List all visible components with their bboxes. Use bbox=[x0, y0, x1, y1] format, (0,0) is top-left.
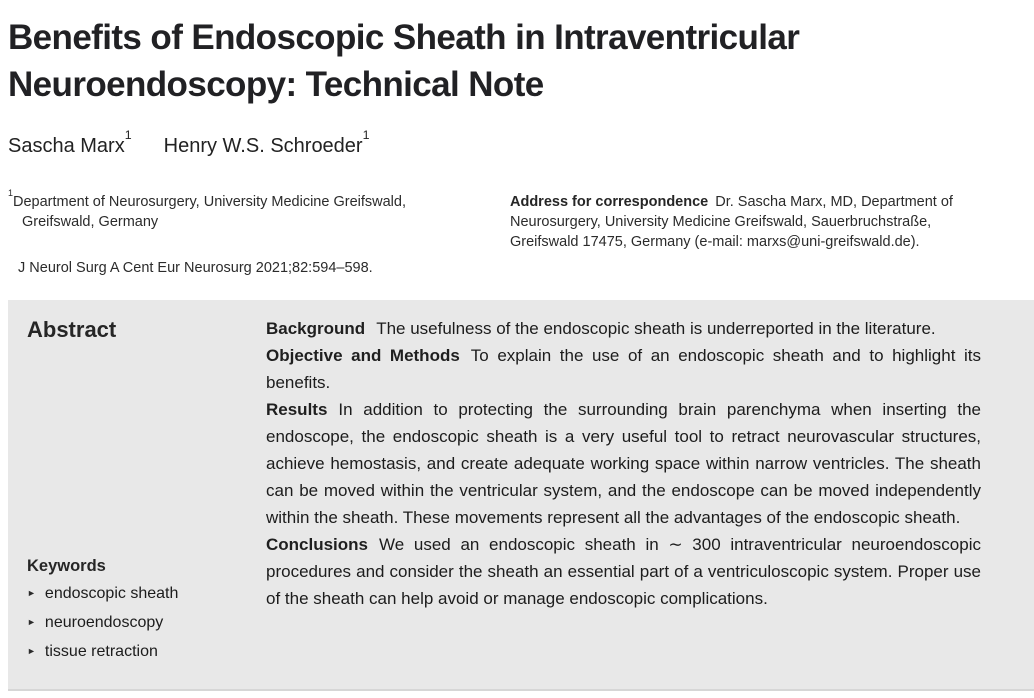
author-2-affiliation-marker: 1 bbox=[362, 127, 370, 142]
abstract-paragraph-text: To explain the use of an endoscopic sheath and to highlight its benefits. bbox=[266, 346, 981, 392]
affiliation bbox=[8, 188, 458, 232]
author-1 bbox=[8, 127, 132, 158]
article-info-row bbox=[8, 188, 1034, 278]
affiliation-marker: 1 bbox=[8, 188, 13, 199]
abstract-paragraph-conclusions bbox=[266, 531, 981, 612]
abstract-paragraph-results bbox=[266, 396, 981, 531]
keyword-arrow-icon: ► bbox=[27, 617, 36, 627]
keyword-item bbox=[27, 609, 258, 638]
journal-citation: J Neurol Surg A Cent Eur Neurosurg 2021;82:594–598. bbox=[18, 260, 373, 276]
keywords-heading: Keywords bbox=[27, 557, 106, 575]
keyword-label: tissue retraction bbox=[44, 643, 158, 660]
abstract-panel-left-column bbox=[8, 300, 258, 689]
correspondence-column bbox=[510, 192, 988, 278]
keyword-arrow-icon: ► bbox=[27, 646, 36, 656]
abstract-paragraph-text: We used an endoscopic sheath in ∼ 300 intraventricular neuroendoscopic procedures and consider the sheath an essential part of a ventriculoscopic system. Proper use of the sheath can help avoid or manage endoscopic complications. bbox=[266, 535, 981, 608]
author-1-name: Sascha Marx bbox=[8, 135, 125, 157]
abstract-panel bbox=[8, 300, 1034, 691]
abstract-paragraph-label: Objective and Methods bbox=[266, 346, 460, 365]
authors-row bbox=[8, 127, 1034, 158]
abstract-body bbox=[258, 300, 1034, 689]
keyword-item bbox=[27, 638, 258, 667]
affiliation-text: Department of Neurosurgery, University Medicine Greifswald, Greifswald, Germany bbox=[13, 194, 406, 230]
keyword-item bbox=[27, 580, 258, 609]
paper-header bbox=[0, 0, 1034, 158]
keywords-list bbox=[27, 580, 258, 667]
correspondence-text: Dr. Sascha Marx, MD, Department of Neurosurgery, University Medicine Greifswald, Sauerbruchstraße, Greifswald 17475, Germany (e-mail: marxs@uni-greifswald.de). bbox=[510, 194, 953, 250]
correspondence bbox=[510, 192, 988, 252]
abstract-paragraph-label: Results bbox=[266, 400, 328, 419]
paper-title: Benefits of Endoscopic Sheath in Intraventricular Neuroendoscopy: Technical Note bbox=[8, 18, 800, 104]
abstract-paragraph-label: Conclusions bbox=[266, 535, 369, 554]
keywords-block bbox=[27, 553, 258, 667]
affiliation-column bbox=[8, 188, 460, 278]
keyword-arrow-icon: ► bbox=[27, 588, 36, 598]
abstract-paragraph-objective bbox=[266, 342, 981, 396]
abstract-paragraph-text: In addition to protecting the surrounding brain parenchyma when inserting the endoscope, the endoscopic sheath is a very useful tool to retract neurovascular structures, achieve hemostasis, and create adequate working space within narrow ventricles. The sheath can be moved within the ventricular system, and the endoscope can be moved independently within the sheath. These movements represent all the advantages of the endoscopic sheath. bbox=[266, 400, 981, 527]
correspondence-label: Address for correspondence bbox=[510, 194, 709, 210]
author-2 bbox=[163, 127, 370, 158]
abstract-paragraph-background bbox=[266, 315, 981, 342]
keyword-label: endoscopic sheath bbox=[44, 585, 179, 602]
abstract-paragraph-label: Background bbox=[266, 319, 366, 338]
author-2-name: Henry W.S. Schroeder bbox=[163, 135, 363, 157]
abstract-heading: Abstract bbox=[27, 317, 117, 342]
keyword-label: neuroendoscopy bbox=[44, 614, 164, 631]
abstract-paragraph-text: The usefulness of the endoscopic sheath is underreported in the literature. bbox=[376, 319, 936, 338]
author-1-affiliation-marker: 1 bbox=[124, 127, 132, 142]
